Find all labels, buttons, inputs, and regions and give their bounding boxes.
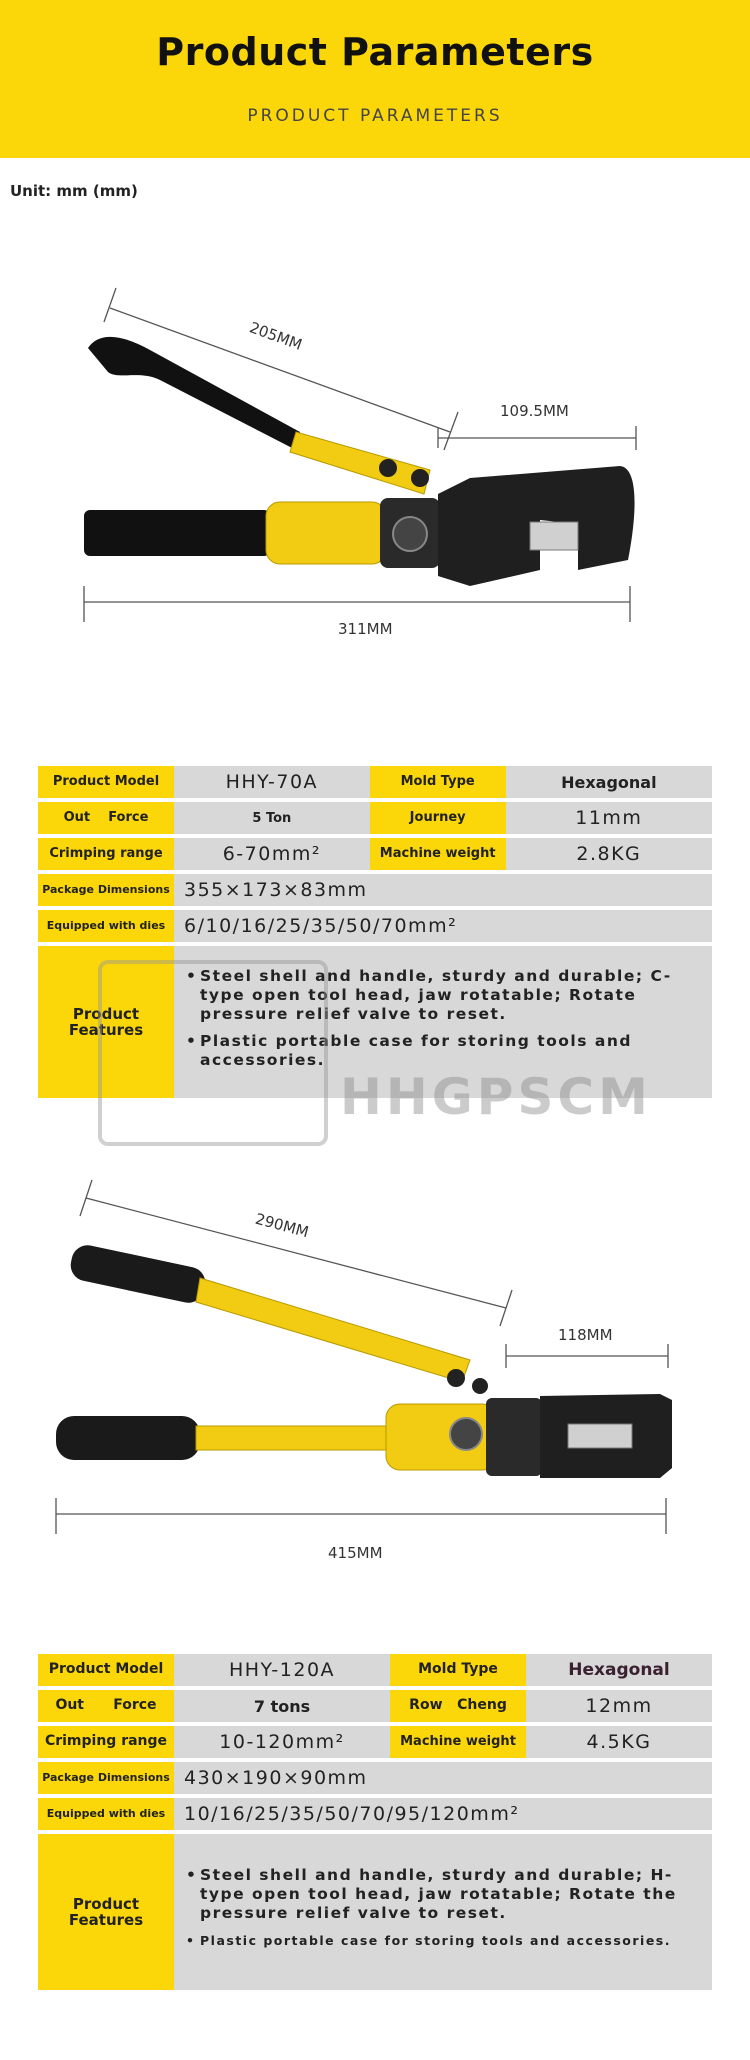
tool-1-illustration	[0, 270, 750, 650]
value-equipped-dies: 10/16/25/35/50/70/95/120mm²	[174, 1798, 712, 1830]
label-product-model: Product Model	[38, 1654, 174, 1686]
label-product-features: Product Features	[38, 1834, 174, 1990]
tool-2-lower-handle-grip	[56, 1416, 200, 1460]
value-machine-weight: 2.8KG	[506, 838, 712, 870]
label-crimping-range: Crimping range	[38, 838, 174, 870]
tool-1-head-length: 109.5MM	[500, 402, 569, 420]
page-subtitle: PRODUCT PARAMETERS	[247, 106, 503, 126]
label-package-dimensions: Package Dimensions	[38, 1762, 174, 1794]
label-product-features: Product Features	[38, 946, 174, 1098]
table-row	[38, 766, 712, 798]
features-list	[184, 967, 702, 1070]
label-crimping-range: Crimping range	[38, 1726, 174, 1758]
tool-1-yellow-cylinder	[266, 502, 386, 564]
label-product-model: Product Model	[38, 766, 174, 798]
value-equipped-dies: 6/10/16/25/35/50/70mm²	[174, 910, 712, 942]
tool-1-upper-handle-grip	[88, 337, 300, 450]
label-machine-weight: Machine weight	[390, 1726, 526, 1758]
label-mold-type: Mold Type	[370, 766, 506, 798]
list-item: • Plastic portable case for storing tools and accessories.	[200, 1931, 702, 1950]
tool-2-upper-handle-grip	[68, 1242, 209, 1305]
list-item: • Plastic portable case for storing tools and accessories.	[200, 1032, 702, 1070]
label-equipped-dies: Equipped with dies	[38, 1798, 174, 1830]
features-list	[184, 1866, 702, 1950]
label-machine-weight: Machine weight	[370, 838, 506, 870]
value-out-force: 7 tons	[174, 1690, 390, 1722]
value-journey: 11mm	[506, 802, 712, 834]
table-row	[38, 802, 712, 834]
label-mold-type: Mold Type	[390, 1654, 526, 1686]
header-banner	[0, 0, 750, 158]
tool-1-lower-handle-grip	[84, 510, 270, 556]
tool-2-head-length: 118MM	[558, 1326, 613, 1344]
table-row	[38, 1726, 712, 1758]
value-row-cheng: 12mm	[526, 1690, 712, 1722]
table-row	[38, 946, 712, 1098]
value-package-dimensions: 355×173×83mm	[174, 874, 712, 906]
value-machine-weight: 4.5KG	[526, 1726, 712, 1758]
value-product-model: HHY-70A	[174, 766, 370, 798]
label-out-force: Out Force	[38, 1690, 174, 1722]
value-crimping-range: 10-120mm²	[174, 1726, 390, 1758]
table-row	[38, 910, 712, 942]
list-item: • Steel shell and handle, sturdy and durable; H-type open tool head, jaw rotatable; Rotate the pressure relief valve to reset.	[200, 1866, 702, 1923]
spec-table-1	[38, 762, 712, 1102]
list-item: • Steel shell and handle, sturdy and durable; C-type open tool head, jaw rotatable; Rotate pressure relief valve to reset.	[200, 967, 702, 1024]
label-out-force: Out Force	[38, 802, 174, 834]
value-product-model: HHY-120A	[174, 1654, 390, 1686]
table-row	[38, 1798, 712, 1830]
tool-1-total-length: 311MM	[338, 620, 393, 638]
label-journey: Journey	[370, 802, 506, 834]
table-row	[38, 1762, 712, 1794]
tool-2-total-length: 415MM	[328, 1544, 383, 1562]
tool-1-handle-length: 205MM	[247, 318, 305, 354]
value-out-force: 5 Ton	[174, 802, 370, 834]
value-mold-type: Hexagonal	[526, 1654, 712, 1686]
tool-2-illustration	[0, 1168, 750, 1568]
spec-table-2	[38, 1650, 712, 1994]
table-row	[38, 1654, 712, 1686]
table-row	[38, 838, 712, 870]
label-equipped-dies: Equipped with dies	[38, 910, 174, 942]
table-row	[38, 1834, 712, 1990]
value-crimping-range: 6-70mm²	[174, 838, 370, 870]
value-product-features	[174, 946, 712, 1098]
value-product-features	[174, 1834, 712, 1990]
tool-2-handle-length: 290MM	[253, 1209, 311, 1242]
unit-label: Unit: mm (mm)	[10, 182, 138, 200]
page-title: Product Parameters	[156, 30, 594, 74]
table-row	[38, 1690, 712, 1722]
watermark-text: HHGPSCM	[340, 1068, 652, 1126]
table-row	[38, 874, 712, 906]
label-package-dimensions: Package Dimensions	[38, 874, 174, 906]
label-row-cheng: Row Cheng	[390, 1690, 526, 1722]
value-package-dimensions: 430×190×90mm	[174, 1762, 712, 1794]
value-mold-type: Hexagonal	[506, 766, 712, 798]
